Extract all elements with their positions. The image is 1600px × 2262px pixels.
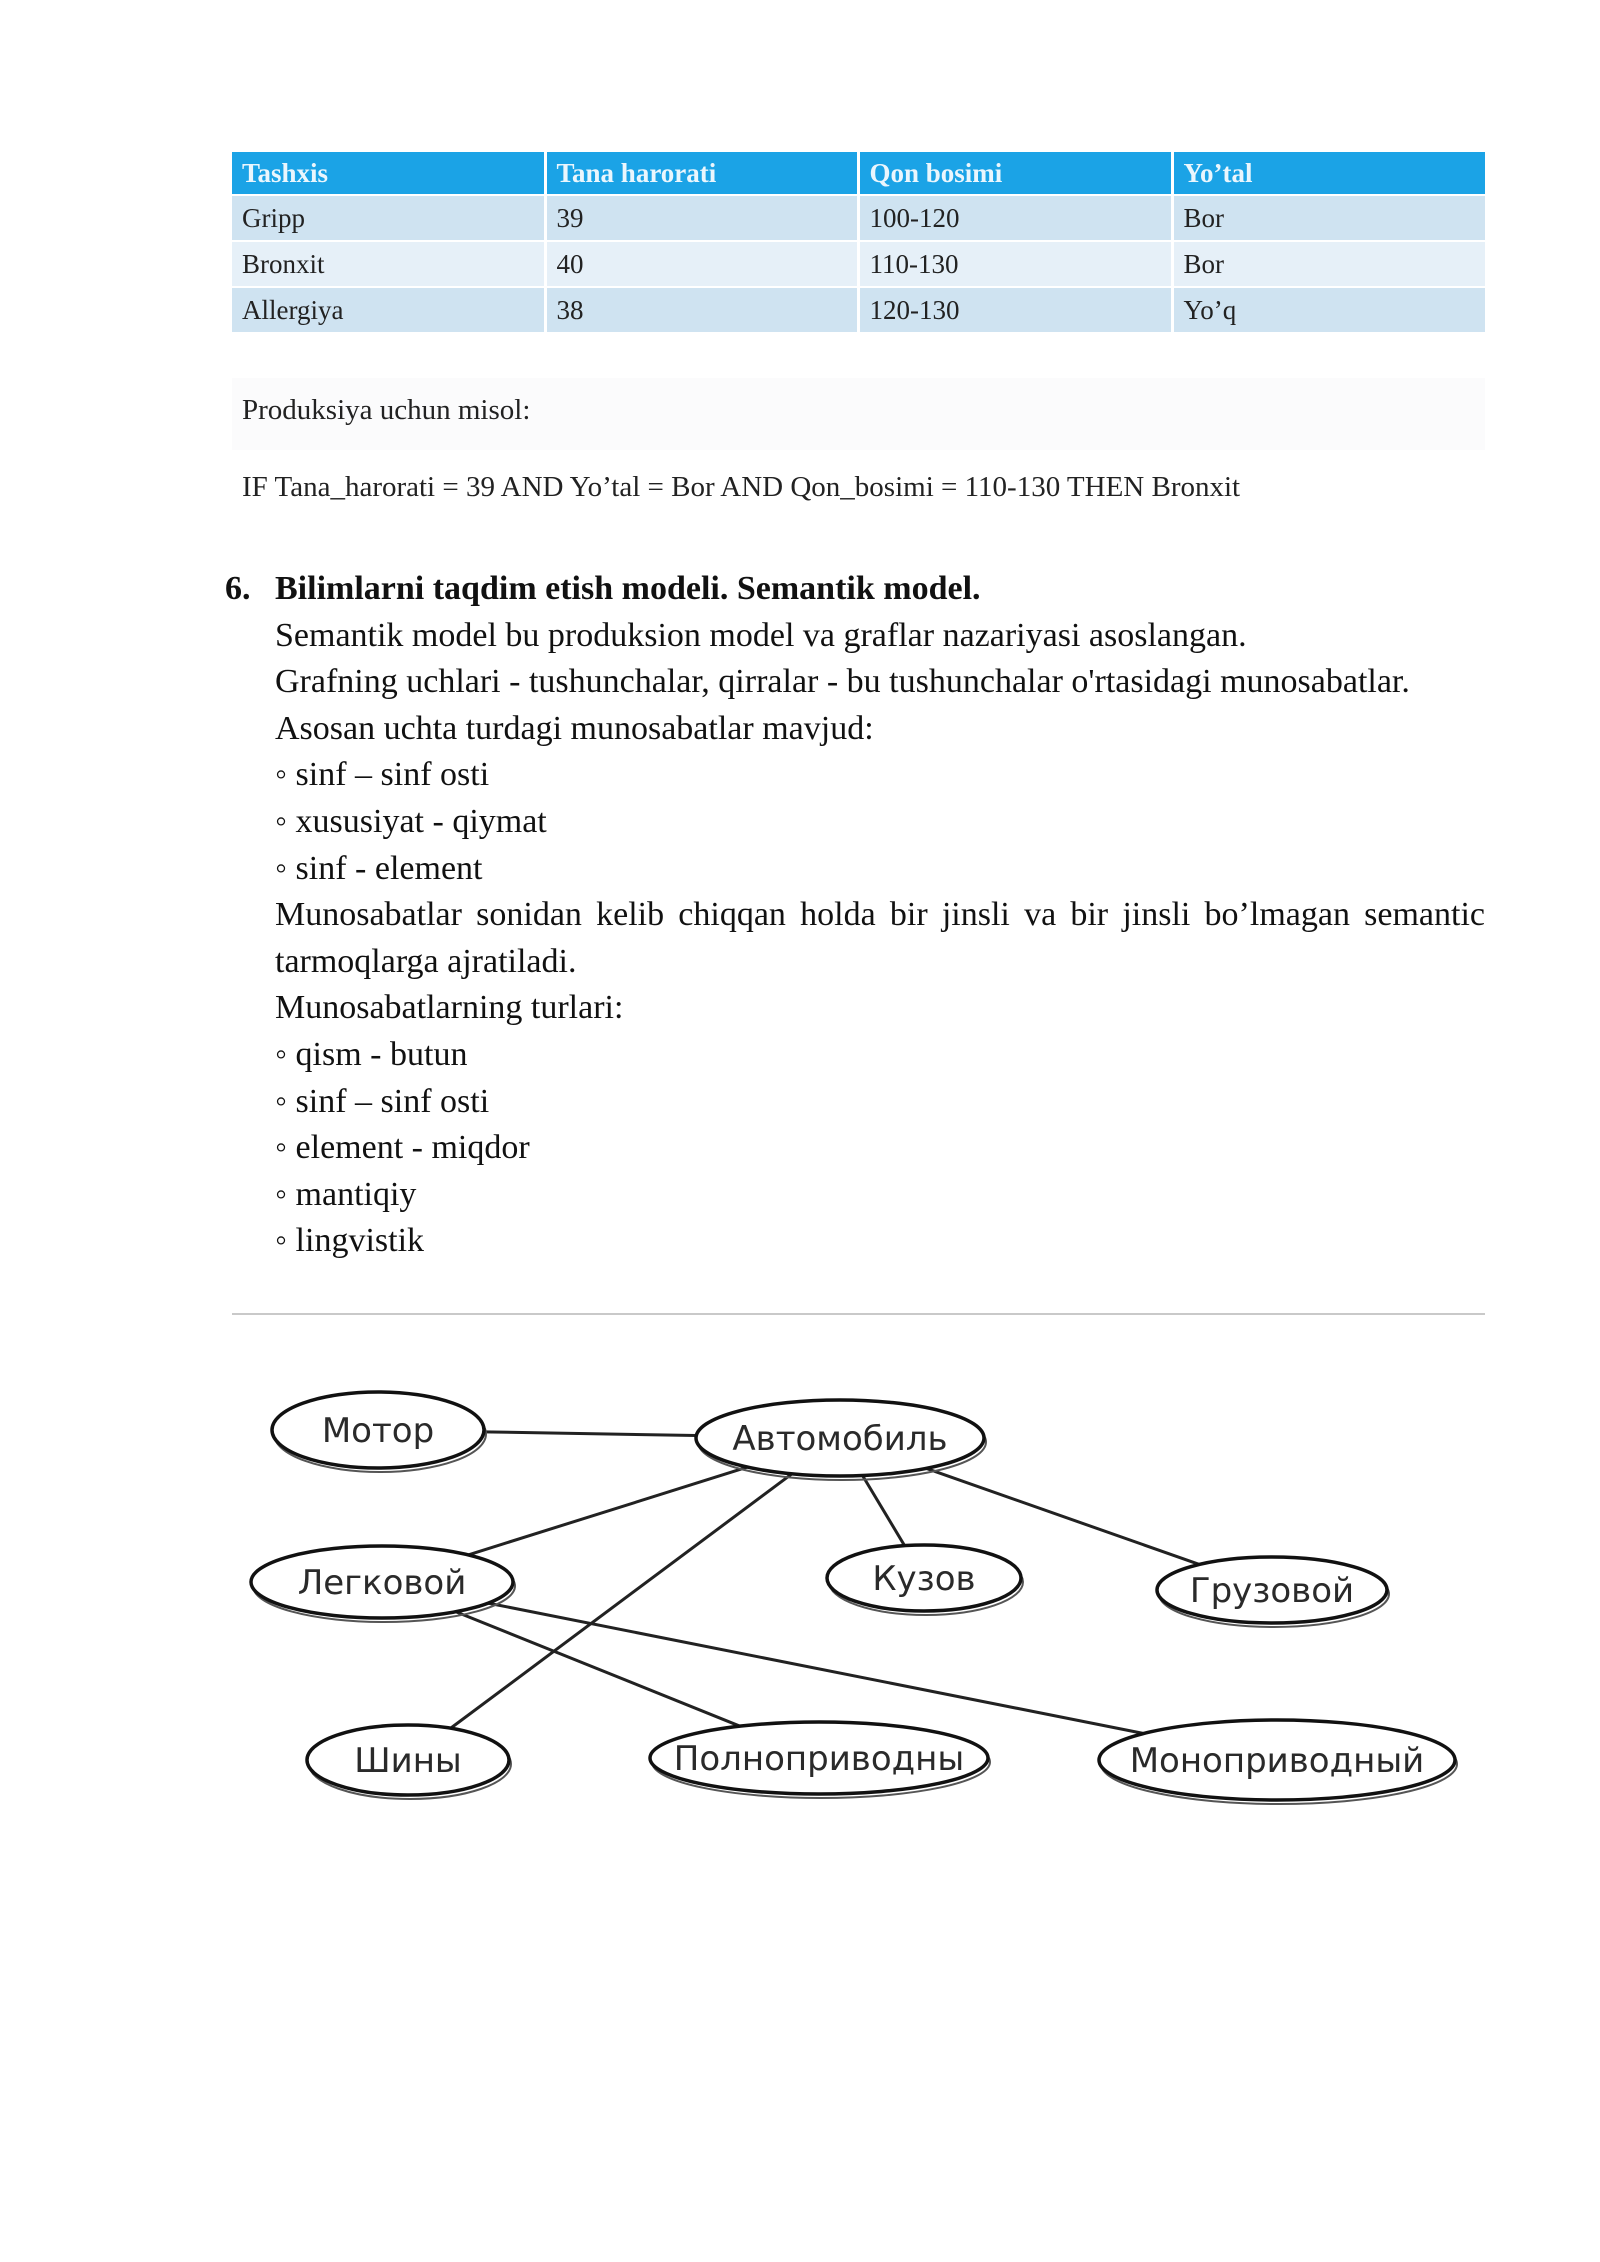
node-label: Легковой — [297, 1563, 467, 1603]
table-cell: 39 — [545, 195, 858, 241]
table-header-cell: Qon bosimi — [858, 152, 1172, 195]
edge-legk-polno — [456, 1612, 740, 1726]
node-shiny — [307, 1725, 511, 1799]
edge-avto-kuzov — [863, 1476, 905, 1546]
node-label: Кузов — [872, 1559, 976, 1599]
section-heading — [225, 566, 1485, 613]
node-gruz — [1157, 1557, 1389, 1627]
node-label: Моноприводный — [1129, 1741, 1425, 1781]
section-semantic-model — [225, 566, 1485, 1265]
paragraph: Semantik model bu produksion model va graflar nazariyasi asoslangan. — [275, 616, 1247, 654]
production-rule: IF Tana_harorati = 39 AND Yo’tal = Bor AND Qon_bosimi = 110-130 THEN Bronxit — [242, 471, 1241, 503]
node-label: Шины — [354, 1741, 462, 1781]
production-label: Produksiya uchun misol: — [242, 394, 531, 426]
table-row — [232, 241, 1485, 287]
diagram-nodes — [251, 1392, 1457, 1804]
list-item: ◦ sinf – sinf osti — [275, 1082, 490, 1120]
table-cell: Bor — [1172, 195, 1485, 241]
node-mono — [1099, 1720, 1457, 1804]
paragraph: Munosabatlar sonidan kelib chiqqan holda bir jinsli va bir jinsli bo’lmagan semantic tarmoqlarga ajratiladi. — [275, 896, 1485, 980]
node-motor — [272, 1392, 486, 1472]
edge-legk-mono — [488, 1603, 1144, 1733]
table-cell: Allergiya — [232, 287, 545, 333]
list-item: ◦ xususiyat - qiymat — [275, 802, 547, 840]
table-cell: 38 — [545, 287, 858, 333]
table-cell: 100-120 — [858, 195, 1172, 241]
node-polno — [650, 1722, 990, 1798]
node-legk — [251, 1546, 515, 1622]
table-header-cell: Tashxis — [232, 152, 545, 195]
table-cell: 40 — [545, 241, 858, 287]
table-cell: Bronxit — [232, 241, 545, 287]
list-item: ◦ mantiqiy — [275, 1175, 417, 1213]
table-row — [232, 287, 1485, 333]
edge-avto-legk — [468, 1467, 747, 1555]
list-item: ◦ lingvistik — [275, 1222, 425, 1260]
diagnosis-table — [232, 152, 1485, 334]
table-cell: Yo’q — [1172, 287, 1485, 333]
list-item: ◦ element - miqdor — [275, 1129, 530, 1167]
list-item: ◦ sinf - element — [275, 849, 483, 887]
table-header-cell: Yo’tal — [1172, 152, 1485, 195]
node-label: Полноприводны — [673, 1739, 965, 1779]
list-item: ◦ qism - butun — [275, 1035, 468, 1073]
section-number: 6. — [225, 570, 251, 607]
table-cell: Gripp — [232, 195, 545, 241]
node-label: Грузовой — [1189, 1571, 1355, 1611]
divider — [232, 1313, 1485, 1315]
node-kuzov — [827, 1545, 1023, 1615]
table-row — [232, 195, 1485, 241]
list-item: ◦ sinf – sinf osti — [275, 756, 490, 794]
node-avto — [696, 1400, 986, 1480]
table-cell: 120-130 — [858, 287, 1172, 333]
table-cell: 110-130 — [858, 241, 1172, 287]
section-title: Bilimlarni taqdim etish modeli. Semantik model. — [275, 570, 981, 607]
table-cell: Bor — [1172, 241, 1485, 287]
paragraph: Asosan uchta turdagi munosabatlar mavjud: — [275, 709, 874, 747]
table-header-cell: Tana harorati — [545, 152, 858, 195]
paragraph: Munosabatlarning turlari: — [275, 989, 624, 1027]
semantic-network-diagram — [232, 1360, 1485, 1830]
node-label: Автомобиль — [732, 1419, 948, 1459]
node-label: Мотор — [321, 1411, 435, 1451]
edge-motor-avto — [484, 1432, 696, 1436]
table-header-row — [232, 152, 1485, 195]
paragraph: Grafning uchlari - tushunchalar, qirralar - bu tushunchalar o'rtasidagi munosabatlar. — [275, 663, 1410, 701]
